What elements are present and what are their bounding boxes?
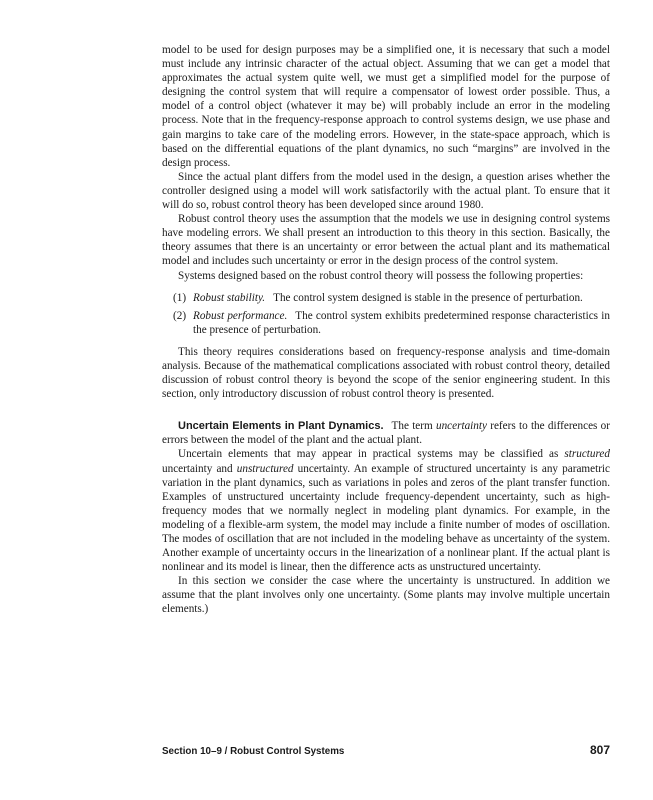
list-item-number: (2)	[173, 309, 187, 322]
emphasized-term: structured	[564, 448, 610, 461]
list-item-description: The control system exhibits predetermined response characteristics in the presence of perturbation.	[193, 309, 610, 336]
list-item-term: Robust performance.	[193, 309, 288, 322]
paragraph-theory-scope: This theory requires considerations based on frequency-response analysis and time-domain analysis. Because of the mathematical complications associated with robust control theory, detailed discussion of robust control theory is beyond the scope of the senior engineering student. In this section, only introductory discussion of robust control theory is presented.	[162, 345, 610, 401]
body-text	[162, 43, 610, 617]
paragraph-actual-plant: Since the actual plant differs from the model used in the design, a question arises whether the controller designed using a model will work satisfactorily with the actual plant. To ensure that it will do so, robust control theory has been developed since around 1980.	[162, 170, 610, 212]
section-heading: Uncertain Elements in Plant Dynamics.	[178, 420, 384, 433]
paragraph-robust-theory: Robust control theory uses the assumption that the models we use in designing control systems have modeling errors. We shall present an introduction to this theory in this section. Basically, the theory assumes that there is an uncertainty or error between the actual plant and its mathematical model and includes such uncertainty or error in the design process of the control system.	[162, 213, 610, 268]
list-item	[162, 309, 610, 337]
list-item-description: The control system designed is stable in the presence of perturbation.	[273, 291, 583, 304]
list-item-term: Robust stability.	[193, 291, 266, 304]
emphasized-term: unstructured	[236, 462, 294, 475]
paragraph-uncertainty-types	[162, 447, 610, 574]
text-run: refers to the differences or errors between the model of the plant and the actual plant.	[162, 420, 610, 447]
paragraph-uncertainty-definition	[162, 419, 610, 447]
list-item	[162, 291, 610, 305]
text-run: Uncertain elements that may appear in practical systems may be classified as	[178, 448, 565, 461]
properties-list	[162, 291, 610, 337]
page-footer	[162, 743, 610, 759]
list-item-number: (1)	[173, 291, 187, 304]
text-run: uncertainty. An example of structured uncertainty is any parametric variation in the plant dynamics, such as variations in poles and zeros of the plant transfer function. Examples of unstructured uncertainty include frequency-dependent uncertainty, such as high-frequency modes that we normally neglect in modeling plant dynamics. For example, in the modeling of a flexible-arm system, the model may include a finite number of modes of oscillation. The modes of oscillation that are not included in the modeling behave as uncertainty of the system. Another example of uncertainty occurs in the linearization of a nonlinear plant. If the actual plant is nonlinear and its model is linear, then the difference acts as unstructured uncertainty.	[162, 462, 610, 574]
paragraph-modeling-intro: model to be used for design purposes may be a simplified one, it is necessary that such a model must include any intrinsic character of the actual object. Assuming that we can get a model that approximates the actual system quite well, we must get a simplified model for the purpose of designing the control system that will require a compensator of lowest order possible. Thus, a model of a control object (whatever it may be) will probably include an error in the modeling process. Note that in the frequency-response approach to control systems design, we use phase and gain margins to take care of the modeling errors. However, in the state-space approach, which is based on the differential equations of the plant dynamics, no such “margins” are involved in the design process.	[162, 44, 610, 169]
text-run: uncertainty and	[162, 462, 237, 475]
paragraph-unstructured-case: In this section we consider the case where the uncertainty is unstructured. In addition we assume that the plant involves only one uncertainty. (Some plants may involve multiple uncertain elements.)	[162, 575, 610, 616]
paragraph-properties-intro: Systems designed based on the robust control theory will possess the following properties:	[178, 269, 584, 282]
text-run: The term	[391, 420, 436, 433]
footer-section-label: Section 10–9 / Robust Control Systems	[162, 746, 345, 757]
page-number: 807	[589, 743, 610, 757]
emphasized-term: uncertainty	[435, 420, 487, 433]
